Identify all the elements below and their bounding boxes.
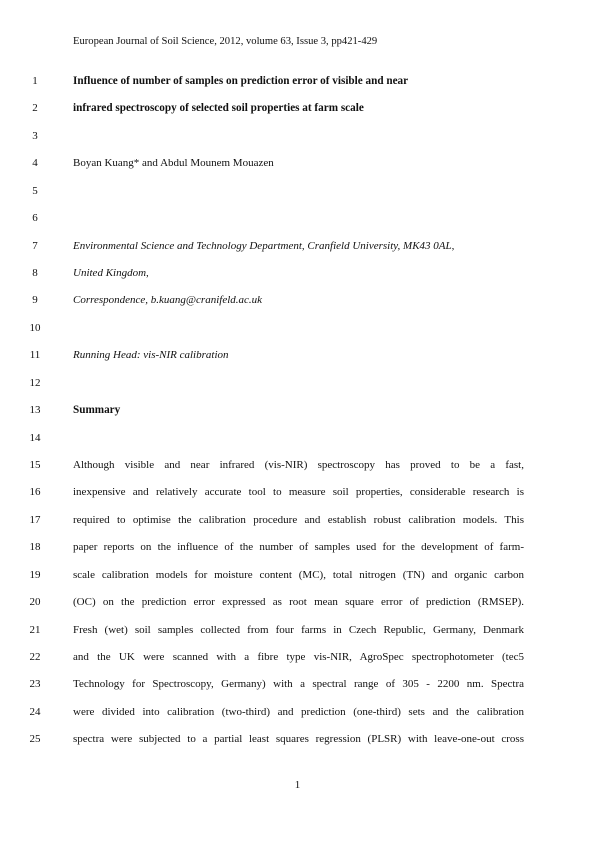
line-text: Technology for Spectroscopy, Germany) with a spectral range of 305 - 2200 nm. Spectra	[73, 678, 524, 691]
line-number: 9	[32, 294, 38, 307]
manuscript-line	[0, 649, 595, 665]
line-text: required to optimise the calibration procedure and establish robust calibration models. This	[73, 513, 524, 526]
line-number: 22	[29, 651, 41, 664]
line-text: United Kingdom,	[73, 267, 149, 279]
line-number: 6	[32, 212, 38, 225]
manuscript-line	[0, 347, 595, 363]
line-text: Environmental Science and Technology Department, Cranfield University, MK43 0AL,	[73, 239, 455, 252]
manuscript-line	[0, 430, 595, 446]
line-text: Running Head: vis-NIR calibration	[73, 349, 229, 362]
manuscript-line	[0, 731, 595, 747]
line-text: were divided into calibration (two-third) and prediction (one-third) sets and the calibration	[73, 705, 524, 718]
manuscript-line	[0, 292, 595, 308]
line-text: Influence of number of samples on prediction error of visible and near	[73, 75, 409, 87]
line-text: paper reports on the influence of the number of samples used for the development of farm-	[73, 541, 524, 554]
line-number: 8	[32, 267, 38, 279]
journal-citation-header: European Journal of Soil Science, 2012, volume 63, Issue 3, pp421-429	[73, 36, 378, 47]
line-text: scale calibration models for moisture content (MC), total nitrogen (TN) and organic carbon	[73, 568, 524, 581]
manuscript-line	[0, 567, 595, 583]
line-text: and the UK were scanned with a fibre type vis-NIR, AgroSpec spectrophotometer (tec5	[73, 651, 524, 664]
manuscript-line	[0, 238, 595, 254]
manuscript-line	[0, 594, 595, 610]
line-number: 12	[29, 376, 41, 389]
line-number: 16	[29, 486, 41, 499]
line-text: (OC) on the prediction error expressed as root mean square error of prediction (RMSEP).	[73, 596, 524, 609]
manuscript-line	[0, 183, 595, 199]
line-number: 10	[29, 321, 41, 334]
line-text: Correspondence, b.kuang@cranifeld.ac.uk	[73, 294, 263, 307]
manuscript-line	[0, 128, 595, 144]
manuscript-line	[0, 155, 595, 171]
manuscript-line	[0, 704, 595, 720]
line-number: 2	[32, 102, 38, 115]
manuscript-line	[0, 210, 595, 226]
manuscript-line	[0, 320, 595, 336]
line-number: 24	[29, 705, 41, 718]
manuscript-line	[0, 402, 595, 418]
line-number: 23	[29, 678, 41, 691]
page-number: 1	[294, 779, 301, 791]
line-text: Fresh (wet) soil samples collected from four farms in Czech Republic, Germany, Denmark	[73, 623, 524, 636]
line-number: 11	[29, 349, 41, 362]
line-number: 15	[29, 459, 41, 472]
line-number: 5	[32, 184, 38, 197]
line-text: Boyan Kuang* and Abdul Mounem Mouazen	[73, 157, 274, 170]
manuscript-line	[0, 457, 595, 473]
line-number: 7	[32, 239, 38, 252]
line-number: 21	[29, 623, 41, 636]
line-number: 3	[32, 129, 38, 142]
line-number: 17	[29, 513, 41, 526]
line-number: 20	[29, 596, 41, 609]
manuscript-line	[0, 265, 595, 281]
line-text: Although visible and near infrared (vis-NIR) spectroscopy has proved to be a fast,	[73, 459, 524, 472]
manuscript-line	[0, 484, 595, 500]
line-number: 1	[32, 75, 38, 87]
manuscript-line	[0, 539, 595, 555]
line-number: 19	[29, 568, 41, 581]
manuscript-line	[0, 512, 595, 528]
line-number: 25	[29, 733, 41, 746]
manuscript-line	[0, 73, 595, 89]
line-number: 13	[29, 404, 41, 417]
manuscript-line	[0, 375, 595, 391]
line-text: spectra were subjected to a partial least squares regression (PLSR) with leave-one-out cross	[73, 733, 524, 746]
line-number: 18	[29, 541, 41, 554]
manuscript-line	[0, 100, 595, 116]
manuscript-line	[0, 676, 595, 692]
line-text: inexpensive and relatively accurate tool to measure soil properties, considerable research is	[73, 486, 524, 499]
line-number: 4	[32, 157, 38, 170]
line-text: infrared spectroscopy of selected soil properties at farm scale	[73, 102, 364, 115]
manuscript-line	[0, 622, 595, 638]
line-number: 14	[29, 431, 41, 444]
line-text: Summary	[73, 404, 121, 417]
